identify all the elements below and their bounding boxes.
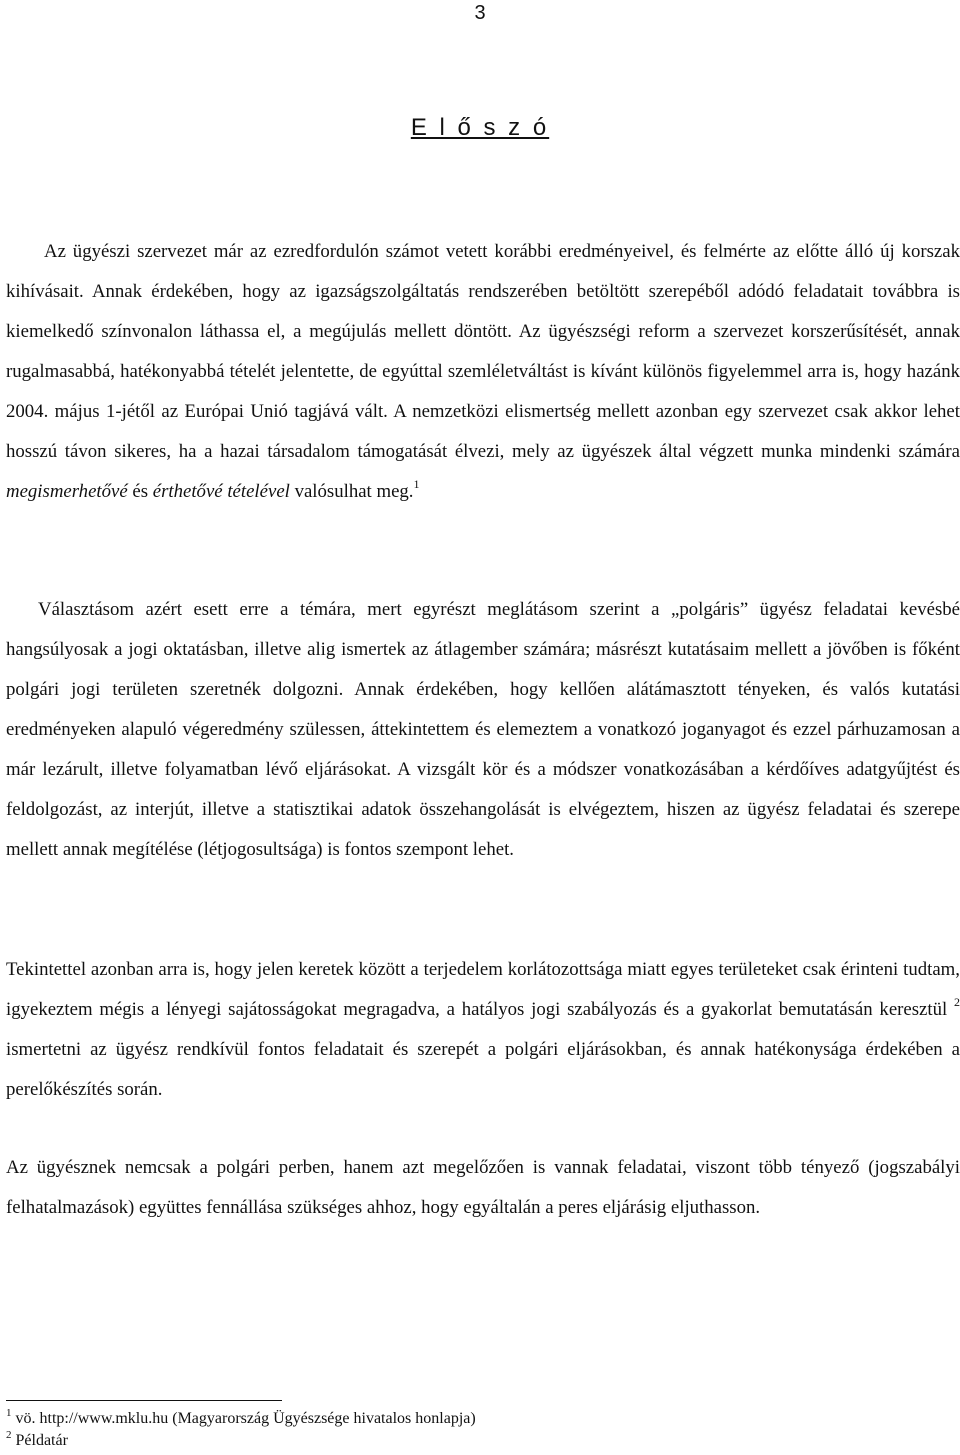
paragraph-text: Tekintettel azonban arra is, hogy jelen keretek között a terjedelem korlátozottsága miatt egyes területeket csak érinteni tudtam, igyekeztem mégis a lényegi sajátosságokat megragadva, a hatályos jogi szabályozás és a gyakorlat bemutatásán keresztül: [6, 959, 960, 1020]
footnote-text: vö. http://www.mklu.hu (Magyarország Ügyészsége hivatalos honlapja): [15, 1410, 476, 1427]
footnote-text: Példatár: [15, 1432, 68, 1449]
paragraph-prosecutor-role: Az ügyésznek nemcsak a polgári perben, hanem azt megelőzően is vannak feladatai, viszont több tényező (jogszabályi felhatalmazások) együttes fennállása szükséges ahhoz, hogy egyáltalán a peres eljárásig eljuthasson.: [6, 1157, 960, 1218]
emphasis-text: megismerhetővé: [6, 481, 128, 502]
paragraph-scope: [6, 950, 960, 1110]
paragraph-topic-choice: Választásom azért esett erre a témára, mert egyrészt meglátásom szerint a „polgáris” ügyész feladatai kevésbé hangsúlyosak a jogi oktatásban, illetve alig ismertek az átlagember számára; másrészt kutatásaim mellett a jövőben is főként polgári jogi területen szeretnék dolgozni. Annak érdekében, hogy kellően alátámasztott tényeken, és valós kutatási eredményeken alapuló végeredmény szülessen, áttekintettem és elemeztem a vonatkozó joganyagot és ezzel párhuzamosan a már lezárult, illetve folyamatban lévő eljárásokat. A vizsgált kör és a módszer vonatkozásában a kérdőíves adatgyűjtést és feldolgozást, az interjút, illetve a statisztikai adatok összehangolását is elvégeztem, hiszen az ügyész feladatai és szerepe mellett annak megítélése (létjogosultsága) is fontos szempont lehet.: [6, 599, 960, 860]
footnote-divider: [6, 1400, 282, 1401]
paragraph-intro: [6, 232, 960, 512]
footnote-reference[interactable]: 1: [413, 476, 420, 491]
paragraph-text: és: [127, 481, 153, 502]
paragraph-text: valósulhat meg.: [289, 481, 414, 502]
page-number: 3: [474, 2, 486, 24]
footnote-marker: 1: [6, 1406, 12, 1419]
paragraph-text: Az ügyészi szervezet már az ezredfordulón számot vetett korábbi eredményeivel, és felmérte az előtte álló új korszak kihívásait. Annak érdekében, hogy az igazságszolgáltatás rendszerében betöltött szerepéből adódó feladatait továbbra is kiemelkedő színvonalon láthassa el, a megújulás mellett döntött. Az ügyészségi reform a szervezet korszerűsítését, annak rugalmasabbá, hatékonyabbá tételét jelentette, de egyúttal szemléletváltást is kívánt különös figyelemmel arra is, hogy hazánk 2004. május 1-jétől az Európai Unió tagjává vált. A nemzetközi elismertség mellett azonban egy szervezet csak akkor lehet hosszú távon sikeres, ha a hazai társadalom támogatását élvezi, mely az ügyészek által végzett munka mindenki számára: [6, 241, 960, 462]
footnotes: [6, 1408, 476, 1452]
emphasis-text: érthetővé tételével: [152, 481, 290, 502]
page-title: E l ő s z ó: [410, 114, 550, 141]
footnote-1: [6, 1408, 476, 1430]
footnote-2: [6, 1430, 476, 1452]
paragraph-text: ismertetni az ügyész rendkívül fontos feladatait és szerepét a polgári eljárásokban, és annak hatékonysága érdekében a perelőkészítés során.: [6, 1039, 960, 1100]
footnote-marker: 2: [6, 1428, 12, 1441]
footnote-reference[interactable]: 2: [954, 994, 960, 1009]
